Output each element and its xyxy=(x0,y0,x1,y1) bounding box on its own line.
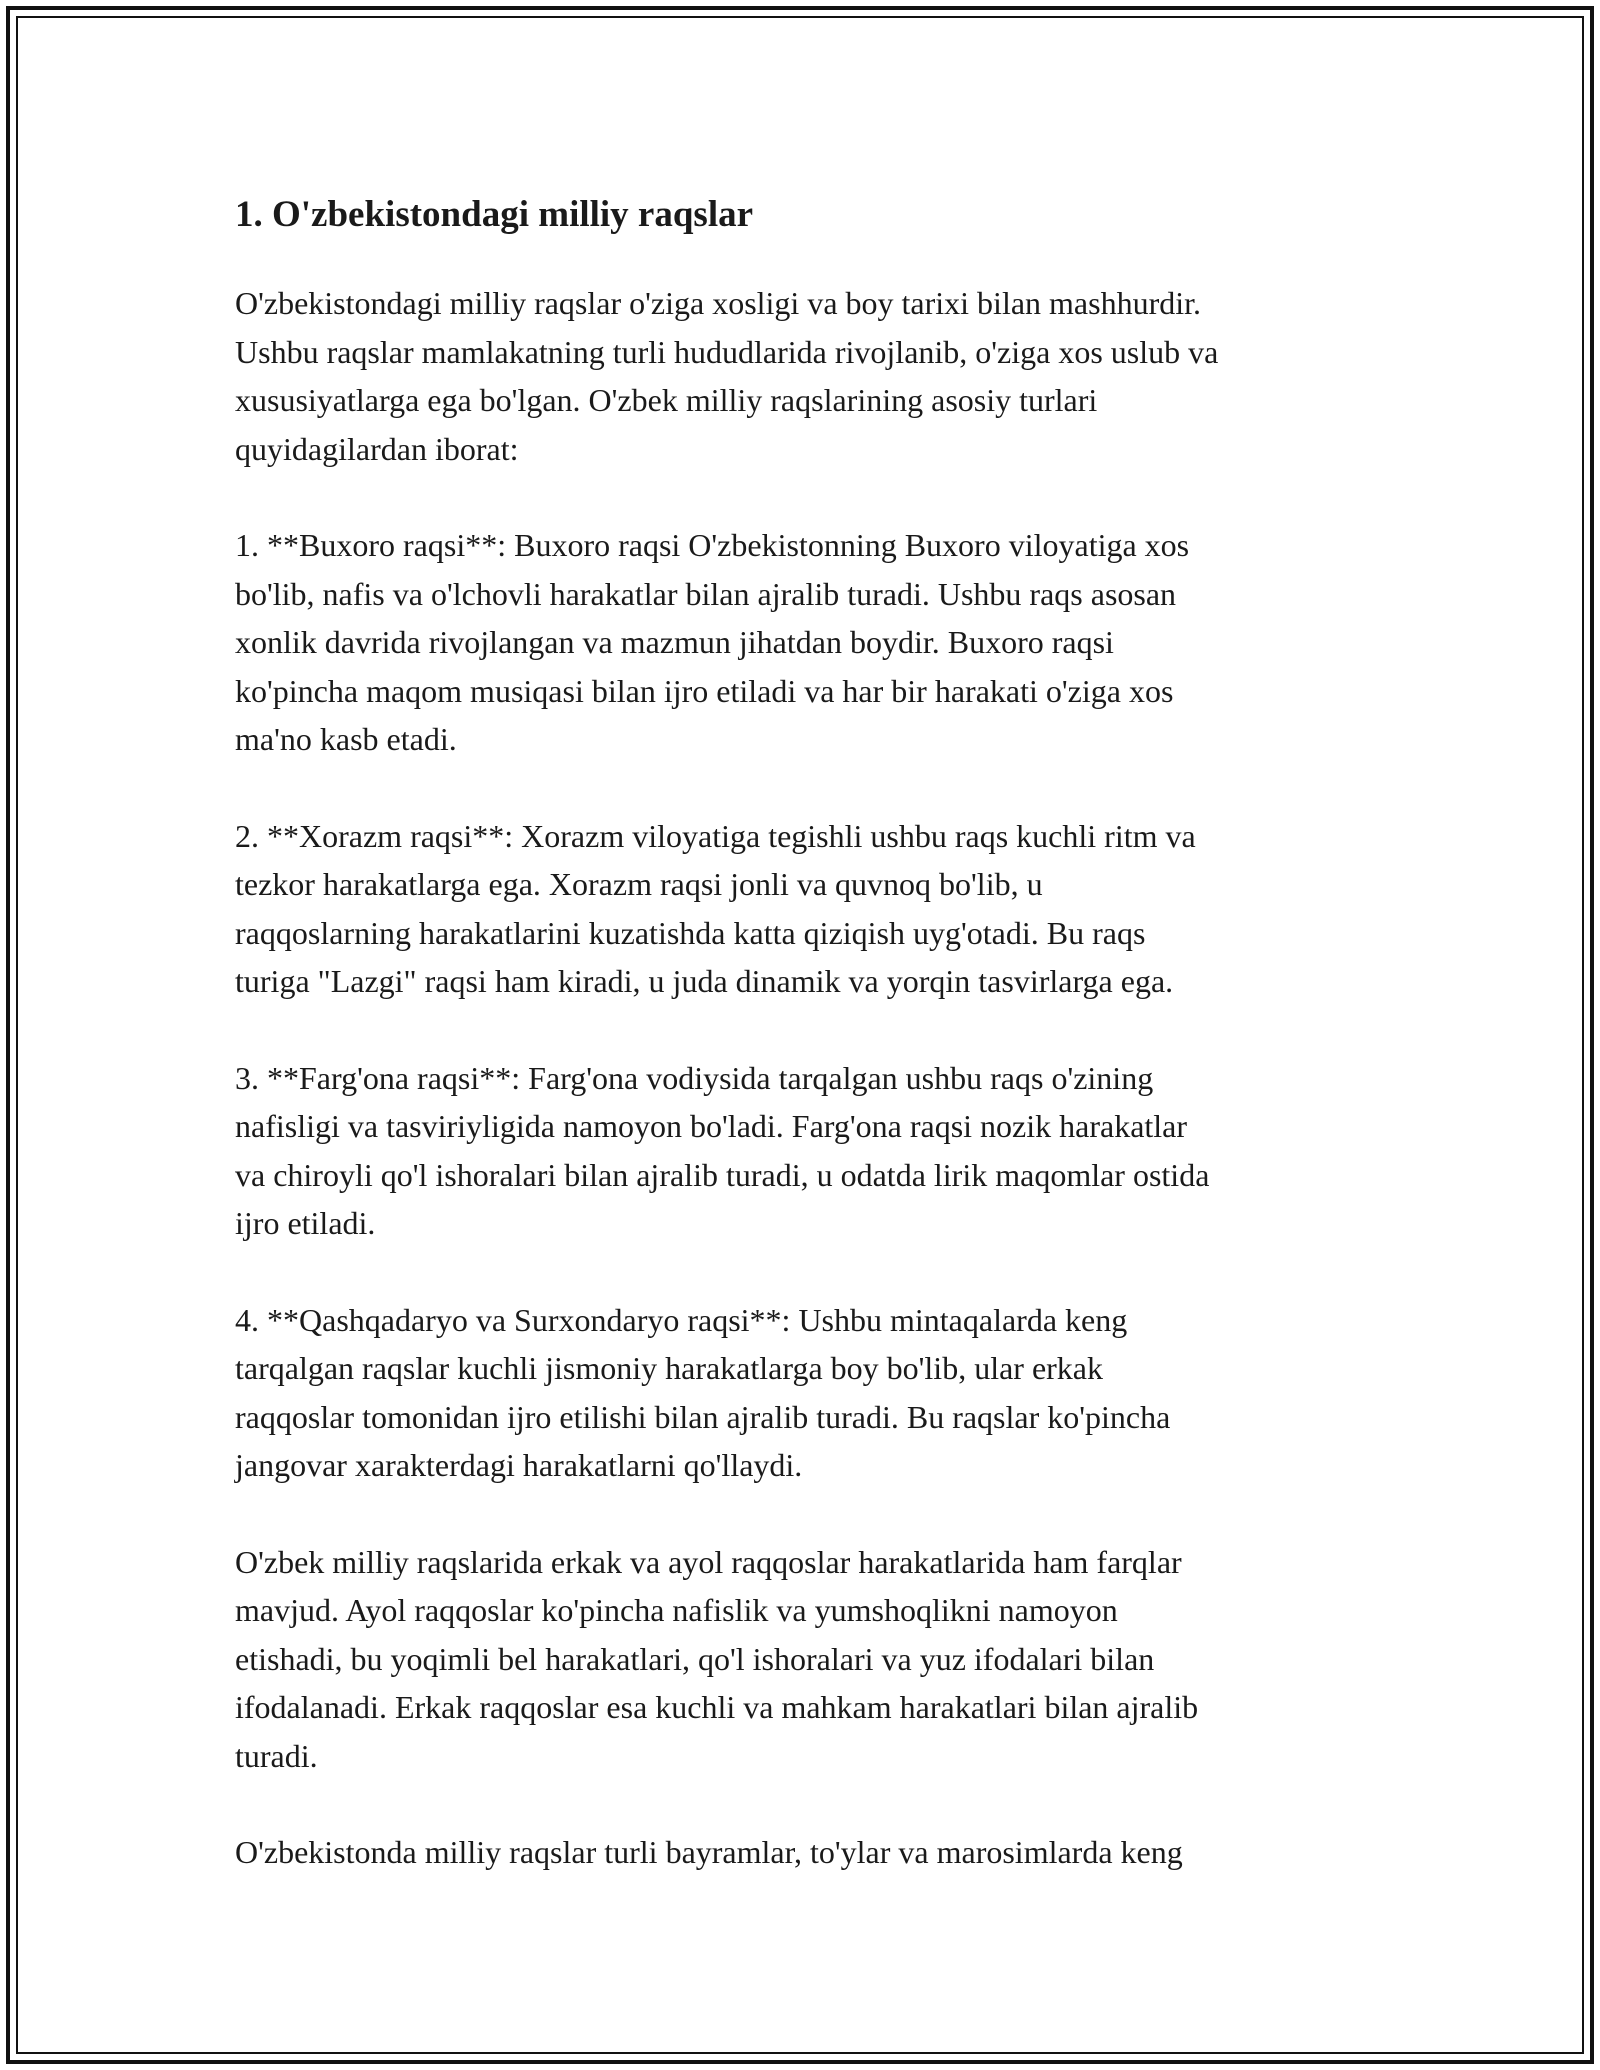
paragraph-buxoro: 1. **Buxoro raqsi**: Buxoro raqsi O'zbekistonning Buxoro viloyatiga xos bo'lib, nafis va o'lchovli harakatlar bilan ajralib turadi. Ushbu raqs asosan xonlik davrida rivojlangan va mazmun jihatdan boydir. Buxoro raqsi ko'pincha maqom musiqasi bilan ijro etiladi va har bir harakati o'ziga xos ma'no kasb etadi. xyxy=(235,527,1190,757)
paragraph-xorazm: 2. **Xorazm raqsi**: Xorazm viloyatiga tegishli ushbu raqs kuchli ritm va tezkor harakatlarga ega. Xorazm raqsi jonli va quvnoq bo'lib, u raqqoslarning harakatlarini kuzatishda katta qiziqish uyg'otadi. Bu raqs turiga "Lazgi" raqsi ham kiradi, u juda dinamik va yorqin tasvirlarga ega. xyxy=(235,817,1196,999)
paragraph-qashqadaryo-surxondaryo: 4. **Qashqadaryo va Surxondaryo raqsi**: Ushbu mintaqalarda keng tarqalgan raqslar kuchli jismoniy harakatlarga boy bo'lib, ular erkak raqqoslar tomonidan ijro etilishi bilan ajralib turadi. Bu raqslar ko'pincha jangovar xarakterdagi harakatlarni qo'llaydi. xyxy=(235,1301,1171,1483)
paragraph-intro: O'zbekistondagi milliy raqslar o'ziga xosligi va boy tarixi bilan mashhurdir. Ushbu raqslar mamlakatning turli hududlarida rivojlanib, o'ziga xos uslub va xususiyatlarga ega bo'lgan. O'zbek milliy raqslarining asosiy turlari quyidagilardan iborat: xyxy=(235,285,1219,467)
paragraph-gender-differences: O'zbek milliy raqslarida erkak va ayol raqqoslar harakatlarida ham farqlar mavjud. Ayol raqqoslar ko'pincha nafislik va yumshoqlikni namoyon etishadi, bu yoqimli bel harakatlari, qo'l ishoralari va yuz ifodalari bilan ifodalanadi. Erkak raqqoslar esa kuchli va mahkam harakatlari bilan ajralib turadi. xyxy=(235,1543,1199,1774)
document-title: 1. O'zbekistondagi milliy raqslar xyxy=(235,194,754,235)
paragraph-fargona: 3. **Farg'ona raqsi**: Farg'ona vodiysida tarqalgan ushbu raqs o'zining nafisligi va tasviriyligida namoyon bo'ladi. Farg'ona raqsi nozik harakatlar va chiroyli qo'l ishoralari bilan ajralib turadi, u odatda lirik maqomlar ostida ijro etiladi. xyxy=(235,1059,1210,1241)
paragraph-celebrations: O'zbekistonda milliy raqslar turli bayramlar, to'ylar va marosimlarda keng xyxy=(235,1834,1183,1870)
document-body xyxy=(235,185,1375,1925)
